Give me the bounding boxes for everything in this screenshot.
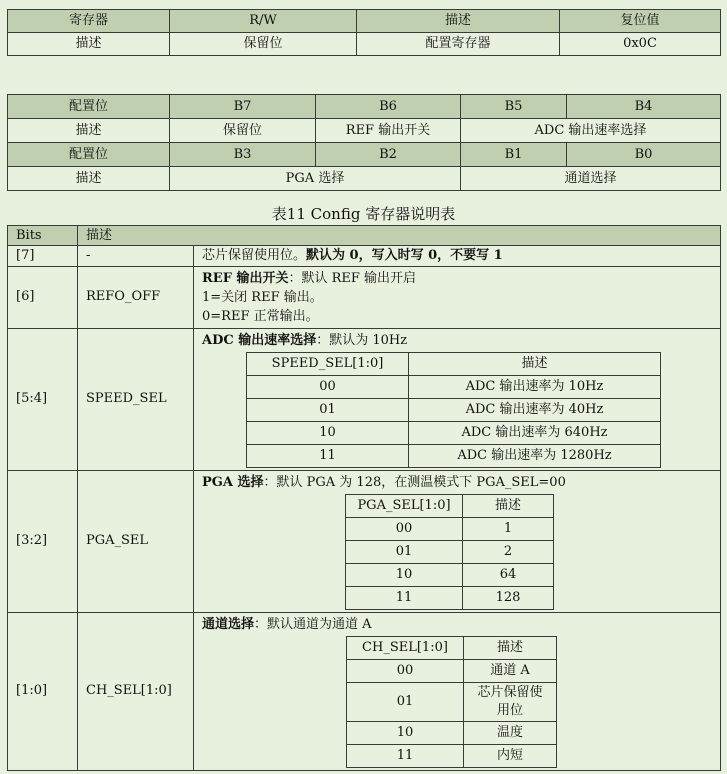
description-text: ：默认通道为通道 A [254,616,372,632]
description-cell [194,246,721,267]
description-line: 0=REF 正常输出。 [202,308,319,324]
field-name-cell: REFO_OFF [78,266,194,328]
subtable-row [346,563,554,586]
description-text: 芯片保留使用位。 [202,248,307,263]
sub-cell: ADC 输出速率为 10Hz [409,375,661,398]
subtable-row [347,744,557,767]
sub-header-cell: CH_SEL[1:0] [347,636,464,659]
sub-header-cell: SPEED_SEL[1:0] [247,352,409,375]
sub-cell: 00 [347,659,464,682]
description-text: ：默认 REF 输出开启 [288,270,417,286]
sub-cell: 10 [346,563,463,586]
sub-cell: 温度 [464,721,557,744]
sub-cell: 1 [463,517,554,540]
subtable-row [247,421,661,444]
pga-sel-subtable [345,494,554,610]
bits-cell: [5:4] [8,328,78,470]
sub-header-cell: PGA_SEL[1:0] [346,494,463,517]
cell: REF 输出开关 [316,119,461,143]
cell: 描述 [8,33,170,56]
sub-cell: 芯片保留使用位 [464,682,557,721]
header-cell: 描述 [357,10,560,33]
field-name-cell: - [78,246,194,267]
sub-cell: 64 [463,563,554,586]
sub-cell: 01 [347,682,464,721]
register-summary-row [8,33,721,56]
description-title: REF 输出开关 [202,270,289,286]
cell: 保留位 [170,119,316,143]
description-title: 通道选择 [202,616,255,632]
sub-cell: 11 [346,586,463,609]
cell: B2 [316,143,461,167]
subtable-row [347,659,557,682]
sub-cell: 通道 A [464,659,557,682]
bits-cell: [7] [8,246,78,267]
subtable-row [347,682,557,721]
cell: 保留位 [170,33,357,56]
bits-cell: [3:2] [8,470,78,612]
sub-cell: 内短 [464,744,557,767]
field-name-cell: SPEED_SEL [78,328,194,470]
subtable-row [247,444,661,467]
subtable-row [247,398,661,421]
sub-cell: 11 [247,444,409,467]
description-title: PGA 选择 [202,474,264,490]
bit-row-7 [8,246,721,267]
sub-cell: 2 [463,540,554,563]
ch-sel-subtable [346,636,557,768]
sub-cell: 00 [346,517,463,540]
sub-cell: 01 [346,540,463,563]
subtable-header [347,636,557,659]
sub-cell: 00 [247,375,409,398]
field-name-cell: PGA_SEL [78,470,194,612]
header-cell: 寄存器 [8,10,170,33]
sub-cell: ADC 输出速率为 40Hz [409,398,661,421]
subtable-header [247,352,661,375]
bit-row-5-4 [8,328,721,470]
sub-header-cell: 描述 [464,636,557,659]
header-cell: Bits [8,226,78,246]
speed-sel-subtable [246,352,661,468]
sub-cell: 10 [347,721,464,744]
header-cell: 复位值 [560,10,721,33]
sub-cell: 128 [463,586,554,609]
header-cell: 描述 [78,226,721,246]
sub-cell: 01 [247,398,409,421]
subtable-row [346,517,554,540]
cell: PGA 选择 [170,167,461,191]
description-cell [194,612,721,770]
cell: B7 [170,95,316,119]
bit-row-1-0 [8,612,721,770]
bit-map-table [7,94,721,191]
cell: B0 [567,143,721,167]
description-title: ADC 输出速率选择 [202,332,317,348]
subtable-row [347,721,557,744]
subtable-row [346,586,554,609]
cell: 0x0C [560,33,721,56]
sub-cell: ADC 输出速率为 1280Hz [409,444,661,467]
field-name-cell: CH_SEL[1:0] [78,612,194,770]
cell: 配置位 [8,95,170,119]
bit-map-row [8,95,721,119]
header-cell: R/W [170,10,357,33]
cell: ADC 输出速率选择 [461,119,721,143]
description-bold-text: 默认为 0，写入时写 0，不要写 1 [306,248,503,263]
cell: 配置寄存器 [357,33,560,56]
description-cell [194,266,721,328]
cell: B1 [461,143,567,167]
sub-header-cell: 描述 [463,494,554,517]
table-caption: 表11 Config 寄存器说明表 [271,205,456,223]
sub-cell: ADC 输出速率为 640Hz [409,421,661,444]
bit-map-row [8,167,721,191]
cell: B4 [567,95,721,119]
bit-map-row [8,119,721,143]
subtable-row [346,540,554,563]
register-summary-table [7,9,721,56]
description-text: ：默认为 10Hz [316,332,408,348]
bit-row-3-2 [8,470,721,612]
config-description-table [7,225,721,771]
cell: B6 [316,95,461,119]
description-line: 1=关闭 REF 输出。 [202,289,323,305]
description-cell [194,470,721,612]
description-text: ：默认 PGA 为 128，在测温模式下 PGA_SEL=00 [263,474,566,490]
bit-map-row [8,143,721,167]
subtable-header [346,494,554,517]
cell: B5 [461,95,567,119]
description-cell [194,328,721,470]
cell: 通道选择 [461,167,721,191]
bits-cell: [6] [8,266,78,328]
bits-cell: [1:0] [8,612,78,770]
cell: 配置位 [8,143,170,167]
sub-cell: 11 [347,744,464,767]
sub-cell: 10 [247,421,409,444]
config-description-header [8,226,721,246]
cell: 描述 [8,167,170,191]
register-summary-header [8,10,721,33]
sub-header-cell: 描述 [409,352,661,375]
cell: B3 [170,143,316,167]
bit-row-6 [8,266,721,328]
cell: 描述 [8,119,170,143]
subtable-row [247,375,661,398]
